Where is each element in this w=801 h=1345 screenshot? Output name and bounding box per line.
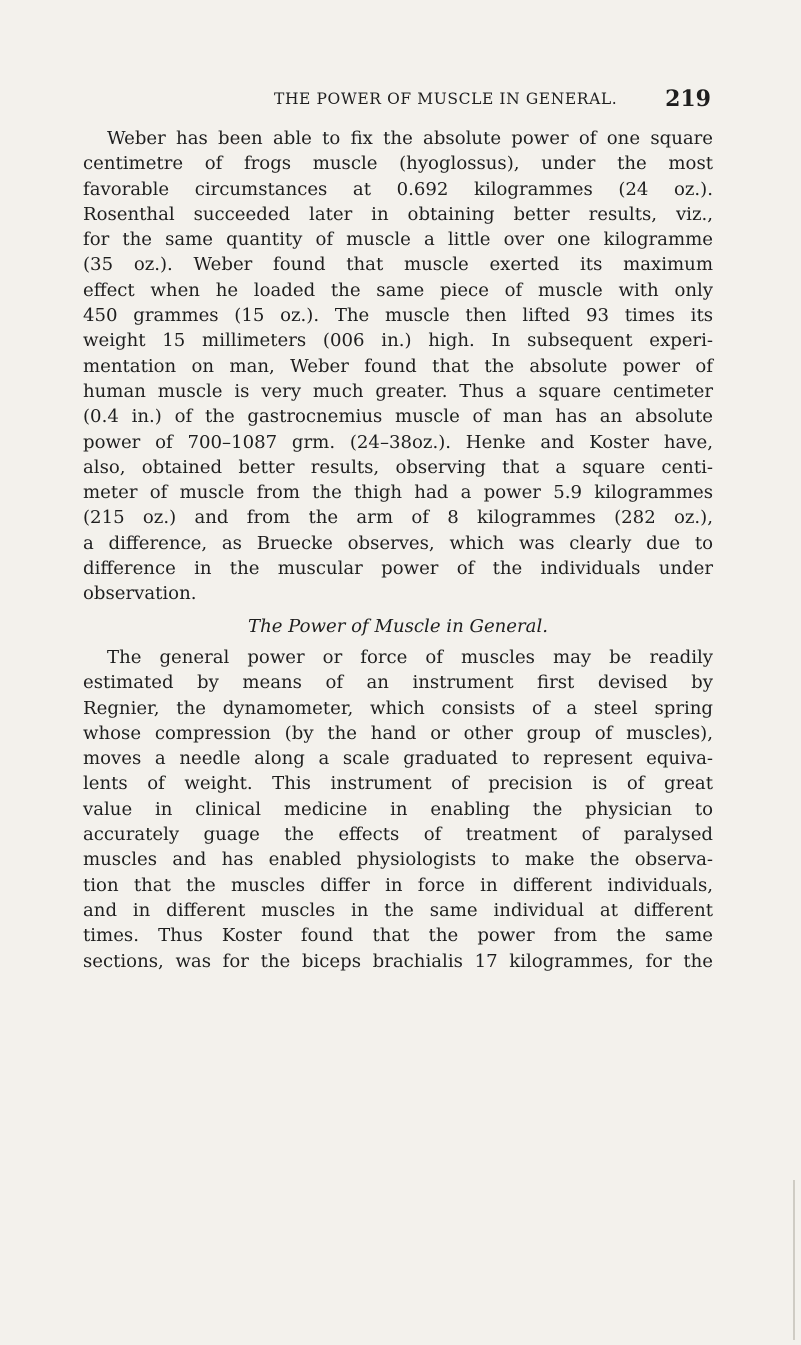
text-line: lents of weight. This instrument of precision is of great xyxy=(83,773,713,795)
paragraph-weber-rosenthal xyxy=(83,126,713,607)
text-line: whose compression (by the hand or other group of muscles), xyxy=(83,722,713,744)
text-line: observation. xyxy=(83,583,197,605)
text-line: weight 15 millimeters (006 in.) high. In subsequent experi- xyxy=(83,330,713,352)
text-line: for the same quantity of muscle a little over one kilogramme xyxy=(83,229,713,251)
text-line: times. Thus Koster found that the power from the same xyxy=(83,925,713,947)
text-line: human muscle is very much greater. Thus a square centimeter xyxy=(83,380,713,402)
text-line: centimetre of frogs muscle (hyoglossus), under the most xyxy=(83,153,713,175)
text-line: effect when he loaded the same piece of muscle with only xyxy=(83,279,713,301)
text-line: Regnier, the dynamometer, which consists of a steel spring xyxy=(83,697,713,719)
text-line: tion that the muscles differ in force in different individuals, xyxy=(83,874,713,896)
text-line: favorable circumstances at 0.692 kilogrammes (24 oz.). xyxy=(83,178,713,200)
text-line: mentation on man, Weber found that the absolute power of xyxy=(83,355,713,377)
text-line: (0.4 in.) of the gastrocnemius muscle of man has an absolute xyxy=(83,406,713,428)
section-heading: The Power of Muscle in General. xyxy=(248,615,548,637)
text-line: The general power or force of muscles may be readily xyxy=(107,646,713,668)
text-line: sections, was for the biceps brachialis 17 kilogrammes, for the xyxy=(83,950,713,972)
text-line: (35 oz.). Weber found that muscle exerted its maximum xyxy=(83,254,713,276)
text-line: moves a needle along a scale graduated to represent equiva- xyxy=(83,748,713,770)
text-line: (215 oz.) and from the arm of 8 kilogrammes (282 oz.), xyxy=(83,507,713,529)
text-line: estimated by means of an instrument first devised by xyxy=(83,672,713,694)
text-line: a difference, as Bruecke observes, which was clearly due to xyxy=(83,532,713,554)
text-line: power of 700–1087 grm. (24–38oz.). Henke and Koster have, xyxy=(83,431,713,453)
text-line: Weber has been able to fix the absolute power of one square xyxy=(107,128,713,149)
page-number: 219 xyxy=(665,86,711,112)
paragraph-dynamometer xyxy=(83,645,713,974)
text-line: and in different muscles in the same individual at different xyxy=(83,899,713,921)
text-line: difference in the muscular power of the individuals under xyxy=(83,558,713,580)
page-edge-mark xyxy=(793,1180,795,1340)
text-line: Rosenthal succeeded later in obtaining better results, viz., xyxy=(83,203,713,225)
text-line: value in clinical medicine in enabling the physician to xyxy=(83,798,713,820)
text-line: meter of muscle from the thigh had a power 5.9 kilogrammes xyxy=(83,482,713,504)
text-line: 450 grammes (15 oz.). The muscle then lifted 93 times its xyxy=(83,305,713,327)
text-line: also, obtained better results, observing that a square centi- xyxy=(83,456,713,478)
text-line: muscles and has enabled physiologists to make the observa- xyxy=(83,849,713,871)
running-title: THE POWER OF MUSCLE IN GENERAL. xyxy=(274,90,618,108)
body-text xyxy=(83,126,713,974)
running-header xyxy=(0,84,801,114)
text-line: accurately guage the effects of treatment of paralysed xyxy=(83,824,713,846)
